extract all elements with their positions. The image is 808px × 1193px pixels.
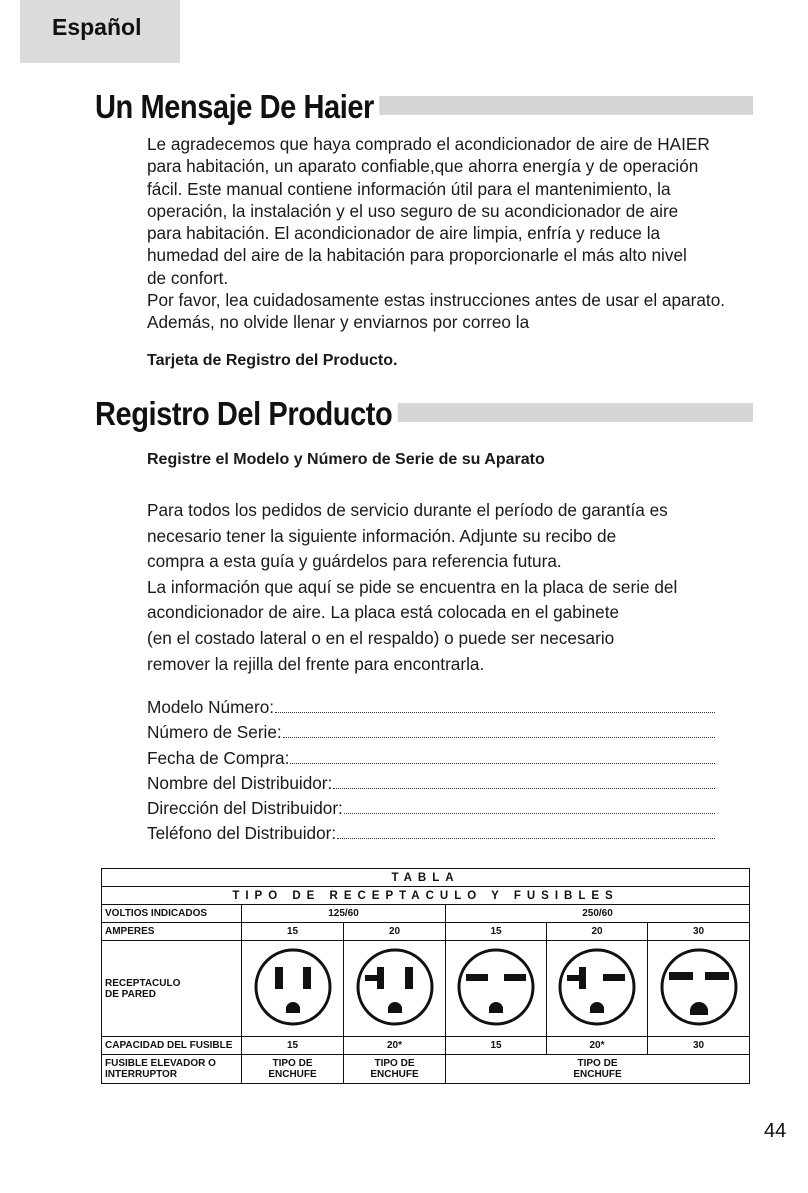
receptacle-cell [648, 941, 750, 1037]
tipo-enchufe-cell [446, 1055, 750, 1084]
tipo-enchufe-line: ENCHUFE [573, 1069, 622, 1080]
row-label-line: RECEPTACULO [105, 977, 181, 989]
table-subtitle: TIPO DE RECEPTACULO Y FUSIBLES [102, 887, 750, 905]
amperes-cell: 30 [648, 923, 750, 941]
registration-fields [147, 693, 715, 844]
serial-number-field[interactable] [147, 718, 715, 743]
text-line: (en el costado lateral o en el respaldo) o puede ser necesario [147, 627, 615, 648]
tipo-enchufe-line: TIPO DE [374, 1058, 415, 1069]
field-label: Nombre del Distribuidor: [147, 772, 333, 793]
row-label-line: DE PARED [105, 988, 156, 1000]
text-line: para habitación, un aparato confiable,que ahorra energía y de operación [147, 156, 699, 177]
capacity-cell: 15 [446, 1037, 547, 1055]
amperes-cell: 15 [242, 923, 344, 941]
fill-line [344, 813, 715, 814]
fill-line [283, 737, 715, 738]
field-label: Teléfono del Distribuidor: [147, 823, 337, 844]
text-line: compra a esta guía y guárdelos para referencia futura. [147, 551, 562, 572]
registration-card-line: Tarjeta de Registro del Producto. [147, 352, 398, 369]
language-tab: Español [20, 0, 180, 63]
text-line: de confort. [147, 267, 229, 288]
text-line: Le agradecemos que haya comprado el acondicionador de aire de HAIER [147, 134, 710, 154]
amperes-cell: 20 [547, 923, 648, 941]
registration-paragraph [147, 498, 747, 677]
amperes-cell: 15 [446, 923, 547, 941]
field-label: Número de Serie: [147, 722, 282, 743]
intro-paragraph [147, 133, 737, 334]
receptacle-cell [547, 941, 648, 1037]
text-line: remover la rejilla del frente para encontrarla. [147, 653, 485, 674]
tipo-enchufe-cell [344, 1055, 446, 1084]
capacity-cell: 15 [242, 1037, 344, 1055]
receptacle-cell [446, 941, 547, 1037]
text-line: Por favor, lea cuidadosamente estas instrucciones antes de usar el aparato. [147, 290, 726, 311]
receptacle-20a-250v-icon [557, 947, 637, 1027]
fill-line [290, 763, 715, 764]
dealer-address-field[interactable] [147, 794, 715, 819]
text-line: humedad del aire de la habitación para proporcionarle el más alto nivel [147, 245, 687, 266]
tipo-enchufe-line: ENCHUFE [370, 1069, 419, 1080]
capacity-cell: 20* [344, 1037, 446, 1055]
voltage-125: 125/60 [242, 905, 446, 923]
capacity-cell: 20* [547, 1037, 648, 1055]
receptacle-15a-250v-icon [456, 947, 536, 1027]
capacity-cell: 30 [648, 1037, 750, 1055]
row-label-receptaculo [102, 941, 242, 1037]
receptacle-cell [242, 941, 344, 1037]
field-label: Dirección del Distribuidor: [147, 797, 343, 818]
section-heading-registro: Registro Del Producto [95, 395, 398, 433]
receptacle-20a-125v-icon [355, 947, 435, 1027]
table-title: TABLA [102, 869, 750, 887]
text-line: para habitación. El acondicionador de aire limpia, enfría y reduce la [147, 223, 661, 244]
section-heading-mensaje: Un Mensaje De Haier [95, 88, 379, 126]
model-number-field[interactable] [147, 693, 715, 718]
text-line: Para todos los pedidos de servicio durante el período de garantía es [147, 500, 668, 520]
row-label-capacidad: CAPACIDAD DEL FUSIBLE [102, 1037, 242, 1055]
tipo-enchufe-line: TIPO DE [272, 1058, 313, 1069]
text-line: operación, la instalación y el uso seguro de su acondicionador de aire [147, 200, 679, 221]
receptacle-cell [344, 941, 446, 1037]
text-line: acondicionador de aire. La placa está colocada en el gabinete [147, 602, 620, 623]
tipo-enchufe-cell [242, 1055, 344, 1084]
dealer-phone-field[interactable] [147, 819, 715, 844]
fill-line [333, 788, 715, 789]
field-label: Fecha de Compra: [147, 747, 290, 768]
text-line: Además, no olvide llenar y enviarnos por correo la [147, 312, 530, 333]
fill-line [275, 712, 715, 713]
text-line: necesario tener la siguiente información. Adjunte su recibo de [147, 525, 617, 546]
receptacle-15a-125v-icon [253, 947, 333, 1027]
dealer-name-field[interactable] [147, 769, 715, 794]
row-label-amperes: AMPERES [102, 923, 242, 941]
amperes-cell: 20 [344, 923, 446, 941]
section-subheading: Registre el Modelo y Número de Serie de su Aparato [147, 451, 545, 468]
purchase-date-field[interactable] [147, 743, 715, 768]
text-line: La información que aquí se pide se encuentra en la placa de serie del [147, 576, 678, 597]
fill-line [337, 838, 715, 839]
field-label: Modelo Número: [147, 697, 275, 718]
tipo-enchufe-line: ENCHUFE [268, 1069, 317, 1080]
voltage-250: 250/60 [446, 905, 750, 923]
receptacle-30a-250v-icon [659, 947, 739, 1027]
row-label-line: FUSIBLE ELEVADOR O [105, 1058, 216, 1069]
row-label-line: INTERRUPTOR [105, 1069, 178, 1080]
row-label-fusible [102, 1055, 242, 1084]
tipo-enchufe-line: TIPO DE [577, 1058, 618, 1069]
text-line: fácil. Este manual contiene información útil para el mantenimiento, la [147, 178, 671, 199]
page-number: 44 [764, 1120, 787, 1142]
row-label-voltios: VOLTIOS INDICADOS [102, 905, 242, 923]
receptacle-fuse-table [101, 868, 750, 1084]
